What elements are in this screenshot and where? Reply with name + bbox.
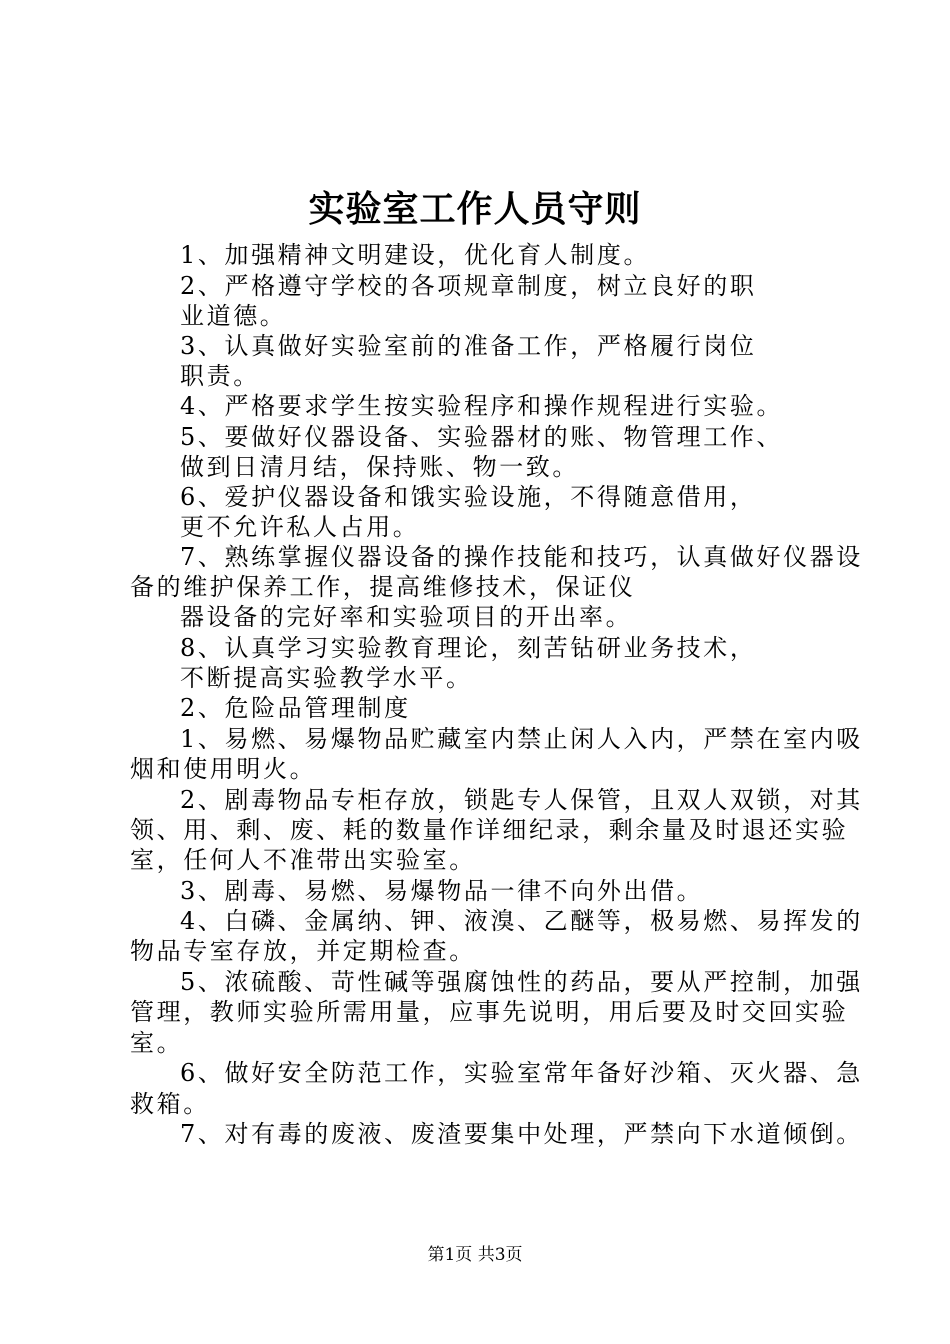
text-line: 1、易燃、易爆物品贮藏室内禁止闲人入内，严禁在室内吸	[180, 725, 863, 753]
text-line: 3、认真做好实验室前的准备工作，严格履行岗位	[180, 332, 757, 360]
text-line: 职责。	[180, 362, 260, 390]
text-line: 室。	[130, 1029, 184, 1057]
text-line: 7、熟练掌握仪器设备的操作技能和技巧，认真做好仪器设	[180, 543, 863, 571]
page-title: 实验室工作人员守则	[308, 188, 642, 230]
text-line: 室，任何人不准带出实验室。	[130, 846, 476, 874]
text-line: 6、做好安全防范工作，实验室常年备好沙箱、灭火器、急	[180, 1059, 863, 1087]
text-line: 2、剧毒物品专柜存放，锁匙专人保管，且双人双锁，对其	[180, 786, 863, 814]
text-line: 3、剧毒、易燃、易爆物品一律不向外出借。	[180, 877, 704, 905]
text-line: 1、加强精神文明建设，优化育人制度。	[180, 241, 651, 269]
text-line: 备的维护保养工作，提高维修技术，保证仪	[130, 573, 636, 601]
text-line: 6、爱护仪器设备和饿实验设施，不得随意借用，	[180, 483, 757, 511]
text-line: 5、浓硫酸、苛性碱等强腐蚀性的药品，要从严控制，加强	[180, 968, 863, 996]
text-line: 烟和使用明火。	[130, 755, 317, 783]
text-line: 7、对有毒的废液、废渣要集中处理，严禁向下水道倾倒。	[180, 1120, 863, 1148]
text-line: 管理，教师实验所需用量，应事先说明，用后要及时交回实验	[130, 998, 849, 1026]
text-line: 物品专室存放，并定期检查。	[130, 937, 476, 965]
text-line: 业道德。	[180, 302, 287, 330]
text-line: 2、严格遵守学校的各项规章制度，树立良好的职	[180, 272, 757, 300]
text-line: 不断提高实验教学水平。	[180, 664, 473, 692]
text-line: 做到日清月结，保持账、物一致。	[180, 453, 579, 481]
text-line: 救箱。	[130, 1090, 210, 1118]
text-line: 更不允许私人占用。	[180, 513, 420, 541]
text-line: 领、用、剩、废、耗的数量作详细纪录，剩余量及时退还实验	[130, 816, 849, 844]
text-line: 4、白磷、金属纳、钾、液溴、乙醚等，极易燃、易挥发的	[180, 907, 863, 935]
text-line: 4、严格要求学生按实验程序和操作规程进行实验。	[180, 392, 784, 420]
section-heading: 2、危险品管理制度	[180, 694, 411, 722]
text-line: 器设备的完好率和实验项目的开出率。	[180, 603, 633, 631]
text-line: 5、要做好仪器设备、实验器材的账、物管理工作、	[180, 423, 784, 451]
text-line: 8、认真学习实验教育理论，刻苦钻研业务技术，	[180, 634, 757, 662]
page-number-footer: 第1页 共3页	[427, 1245, 523, 1265]
